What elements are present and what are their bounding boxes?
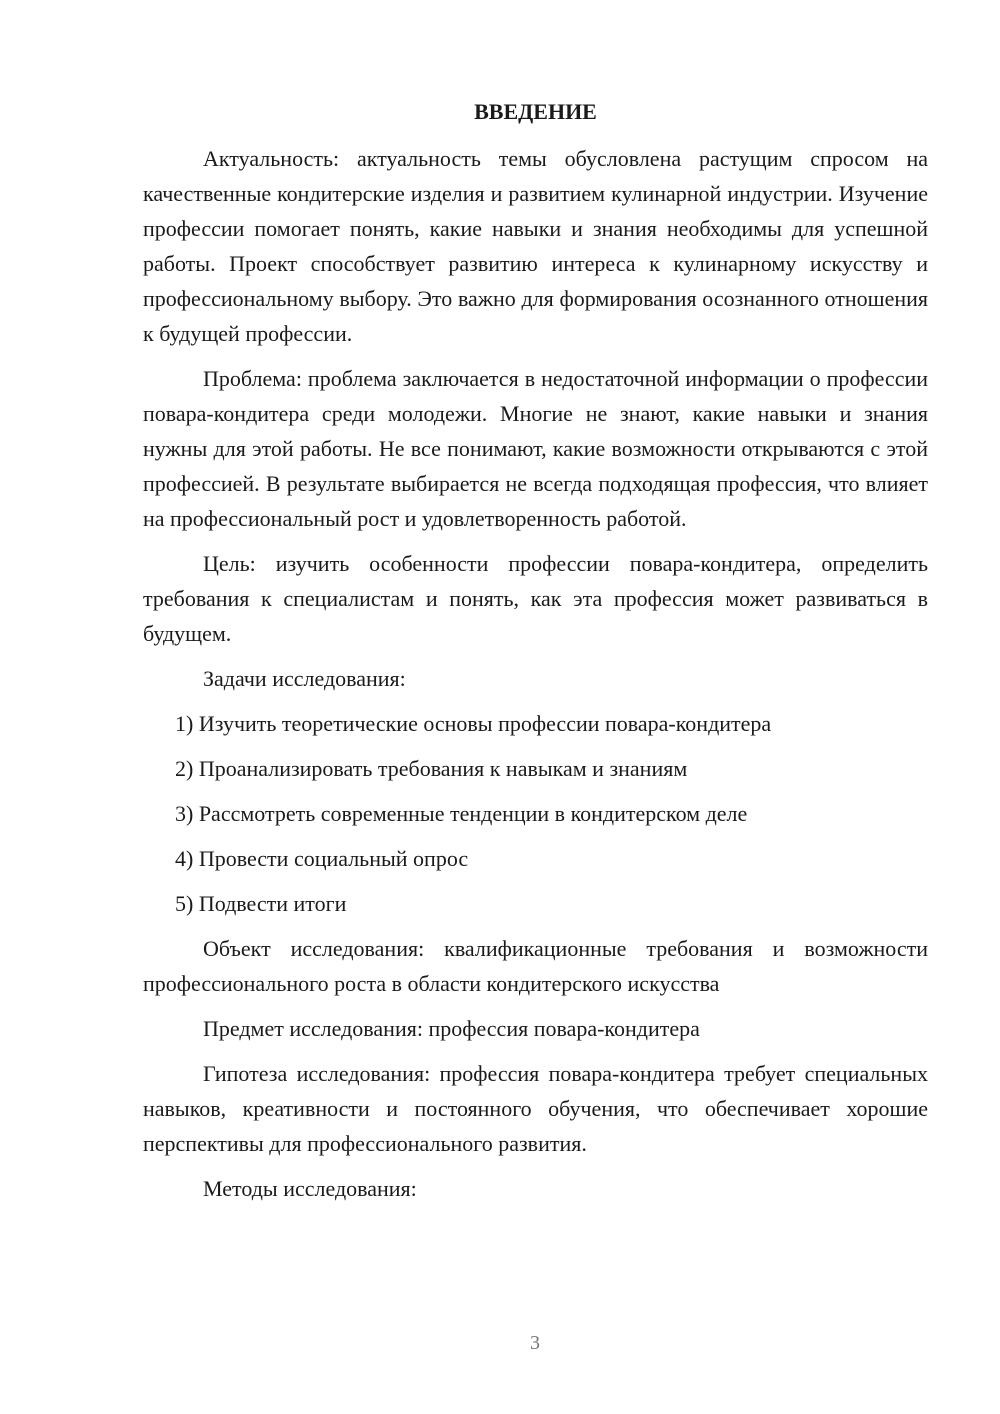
task-item: 3) Рассмотреть современные тенденции в кондитерском деле xyxy=(175,801,748,826)
task-item: 2) Проанализировать требования к навыкам и знаниям xyxy=(175,756,688,781)
relevance-paragraph: Актуальность: актуальность темы обусловлена растущим спросом на качественные кондитерские изделия и развитием кулинарной индустрии. Изучение профессии помогает понять, какие навыки и знания необходимы для успешной работы. Проект способствует развитию интереса к кулинарному искусству и профессиональному выбору. Это важно для формирования осознанного отношения к будущей профессии. xyxy=(143,146,928,346)
task-item: 4) Провести социальный опрос xyxy=(175,846,469,871)
task-item: 5) Подвести итоги xyxy=(175,891,347,916)
task-item: 1) Изучить теоретические основы профессии повара-кондитера xyxy=(175,711,772,736)
object-paragraph: Объект исследования: квалификационные требования и возможности профессионального роста в области кондитерского искусства xyxy=(143,936,928,996)
hypothesis-paragraph: Гипотеза исследования: профессия повара-кондитера требует специальных навыков, креативности и постоянного обучения, что обеспечивает хорошие перспективы для профессионального развития. xyxy=(143,1061,928,1156)
page-content xyxy=(143,94,928,1216)
problem-paragraph: Проблема: проблема заключается в недостаточной информации о профессии повара-кондитера среди молодежи. Многие не знают, какие навыки и знания нужны для этой работы. Не все понимают, какие возможности открываются с этой профессией. В результате выбирается не всегда подходящая профессия, что влияет на профессиональный рост и удовлетворенность работой. xyxy=(143,366,928,531)
methods-heading: Методы исследования: xyxy=(203,1176,417,1201)
goal-paragraph: Цель: изучить особенности профессии повара-кондитера, определить требования к специалистам и понять, как эта профессия может развиваться в будущем. xyxy=(143,551,928,646)
section-title: ВВЕДЕНИЕ xyxy=(474,99,597,124)
tasks-heading: Задачи исследования: xyxy=(203,666,406,691)
subject-paragraph: Предмет исследования: профессия повара-кондитера xyxy=(203,1016,700,1041)
page-number: 3 xyxy=(530,1332,540,1354)
